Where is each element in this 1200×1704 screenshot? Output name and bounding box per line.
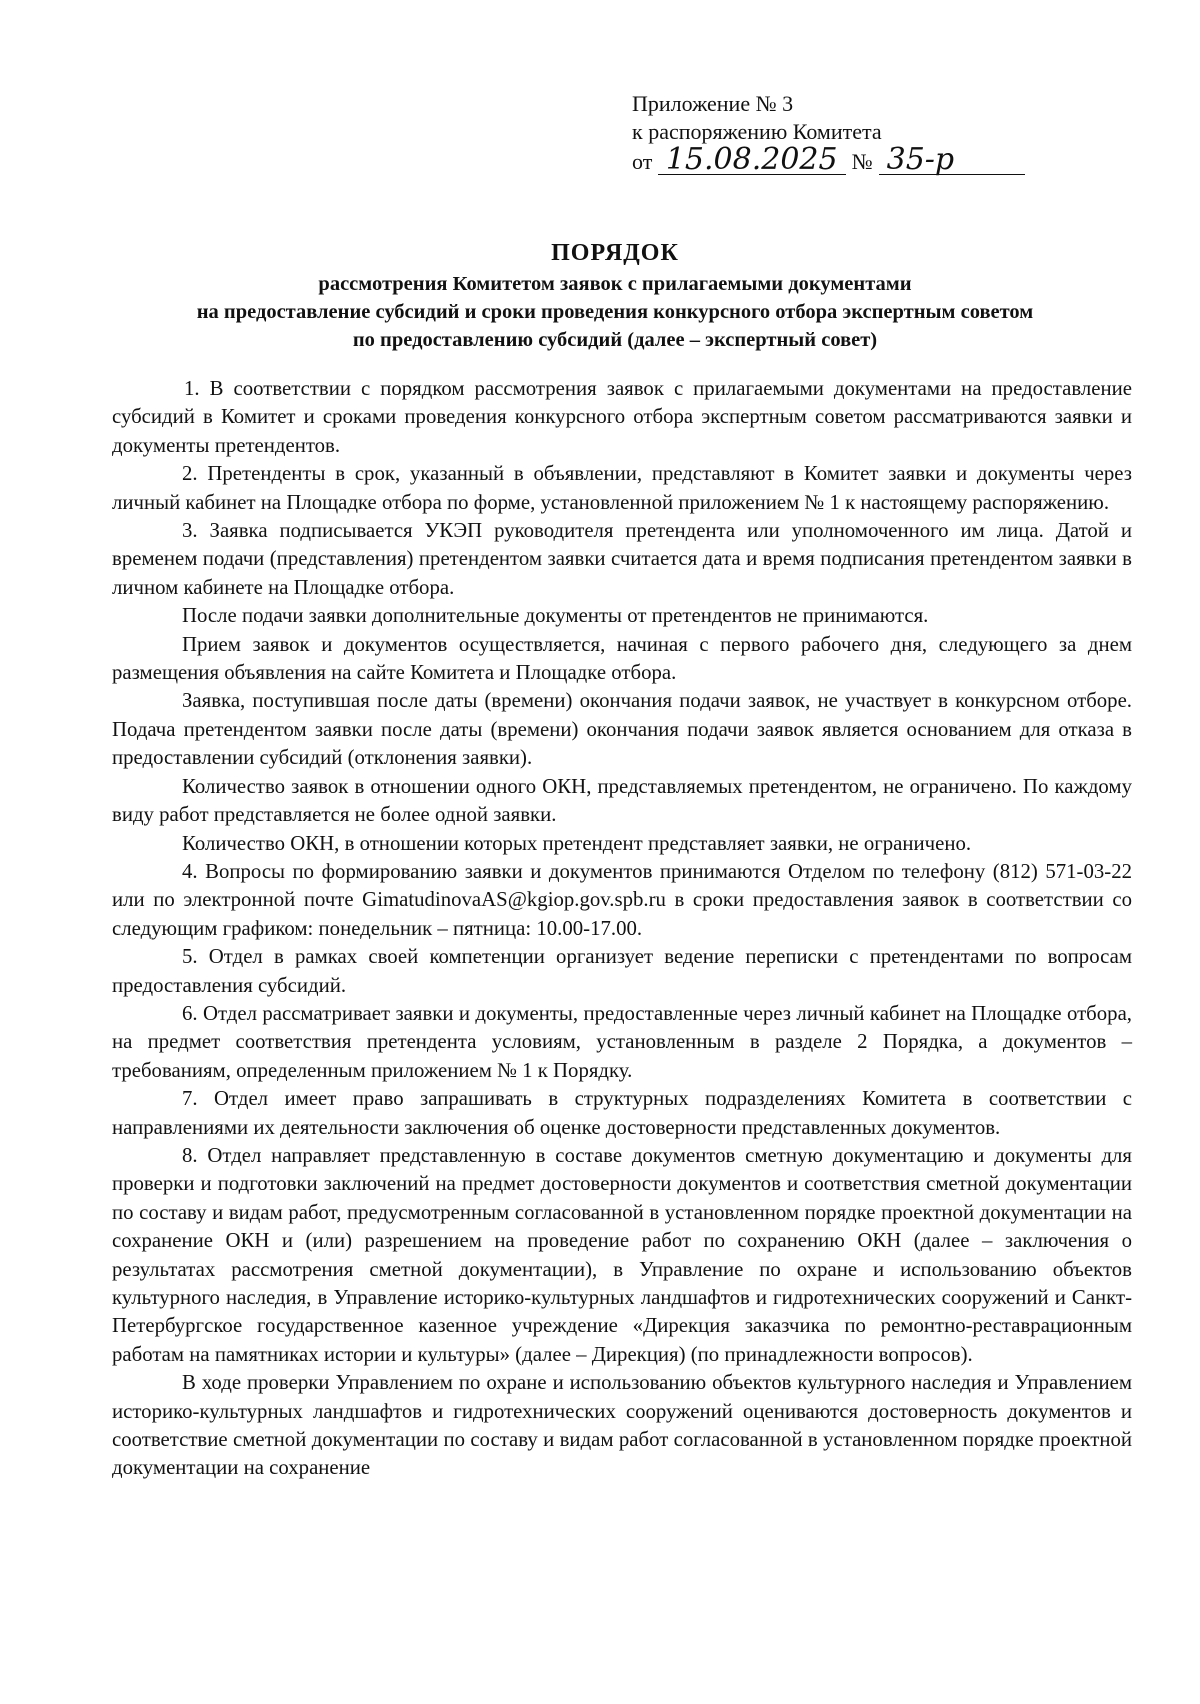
paragraph-2: 2. Претенденты в срок, указанный в объявлении, представляют в Комитет заявки и документы через личный кабинет на Площадке отбора по форме, установленной приложением № 1 к настоящему распоряжению.	[112, 462, 1132, 514]
title-main: ПОРЯДОК	[551, 240, 679, 266]
title-line-2: на предоставление субсидий и сроки проведения конкурсного отбора экспертным советом	[196, 301, 1034, 323]
document-header	[632, 90, 1102, 176]
paragraph-3-application-count: Количество заявок в отношении одного ОКН, представляемых претендентом, не ограничено. По каждому виду работ представляется не более одной заявки.	[112, 774, 1132, 827]
handwritten-date: 15.08.2025	[658, 146, 846, 175]
paragraph-3-acceptance: Прием заявок и документов осуществляется, начиная с первого рабочего дня, следующего за днем размещения объявления на сайте Комитета и Площадке отбора.	[112, 632, 1132, 685]
appendix-label: Приложение № 3	[632, 91, 794, 116]
from-label: от	[632, 149, 653, 174]
order-reference: к распоряжению Комитета	[632, 119, 882, 144]
paragraph-3-late-submission: Заявка, поступившая после даты (времени) окончания подачи заявок, не участвует в конкурсном отборе. Подача претендентом заявки после даты (времени) окончания подачи заявок является основанием для отказа в предоставлении субсидий (отклонения заявки).	[112, 689, 1132, 770]
number-sign: №	[851, 149, 873, 174]
paragraph-3-after-submission: После подачи заявки дополнительные документы от претендентов не принимаются.	[182, 604, 929, 628]
paragraph-3: 3. Заявка подписывается УКЭП руководителя претендента или уполномоченного им лица. Датой и временем подачи (представления) претендентом заявки считается дата и время подписания претендентом заявки в личном кабинете на Площадке отбора.	[112, 519, 1132, 599]
date-number-line	[632, 142, 1102, 177]
title-line-3: по предоставлению субсидий (далее – экспертный совет)	[352, 329, 878, 351]
paragraph-4: 4. Вопросы по формированию заявки и документов принимаются Отделом по телефону (812) 571-03-22 или по электронной почте GimatudinovaAS@kgiop.gov.spb.ru в сроки предоставления заявок в соответствии со следующим графиком: понедельник – пятница: 10.00-17.00.	[112, 859, 1132, 940]
paragraph-3-okn-count: Количество ОКН, в отношении которых претендент представляет заявки, не ограничено.	[182, 831, 972, 855]
paragraph-7: 7. Отдел имеет право запрашивать в структурных подразделениях Комитета в соответствии с направлениями их деятельности заключения об оценке достоверности представленных документов.	[112, 1087, 1132, 1139]
paragraph-8-review: В ходе проверки Управлением по охране и использованию объектов культурного наследия и Управлением историко-культурных ландшафтов и гидротехнических сооружений оцениваются достоверность документов и соответствие сметной документации по составу и видам работ согласованной в установленном порядке проектной документации на сохранение	[112, 1371, 1132, 1480]
paragraph-1: 1. В соответствии с порядком рассмотрения заявок с прилагаемыми документами на предоставление субсидий в Комитет и сроками проведения конкурсного отбора экспертным советом рассматриваются заявки и документы претендентов.	[112, 377, 1132, 457]
document-body	[112, 375, 1132, 1483]
title-line-1: рассмотрения Комитетом заявок с прилагаемыми документами	[318, 273, 912, 295]
paragraph-5: 5. Отдел в рамках своей компетенции организует ведение переписки с претендентами по вопросам предоставления субсидий.	[112, 945, 1132, 997]
paragraph-6: 6. Отдел рассматривает заявки и документы, предоставленные через личный кабинет на Площадке отбора, на предмет соответствия претендента условиям, установленным в разделе 2 Порядка, а документов – требованиям, определенным приложением № 1 к Порядку.	[112, 1001, 1132, 1082]
handwritten-number: 35-р	[879, 146, 1025, 175]
document-title	[90, 236, 1140, 354]
paragraph-8: 8. Отдел направляет представленную в составе документов сметную документацию и документы для проверки и подготовки заключений на предмет достоверности документов и соответствия сметной документации по составу и видам работ, предусмотренным согласованной в установленном порядке проектной документации на сохранение ОКН и (или) разрешением на проведение работ по сохранению ОКН (далее – заключения о результатах рассмотрения сметной документации), в Управление по охране и использованию объектов культурного наследия, в Управление историко-культурных ландшафтов и гидротехнических сооружений и Санкт-Петербургское государственное казенное учреждение «Дирекция заказчика по ремонтно-реставрационным работам на памятниках истории и культуры» (далее – Дирекция) (по принадлежности вопросов).	[112, 1143, 1132, 1366]
